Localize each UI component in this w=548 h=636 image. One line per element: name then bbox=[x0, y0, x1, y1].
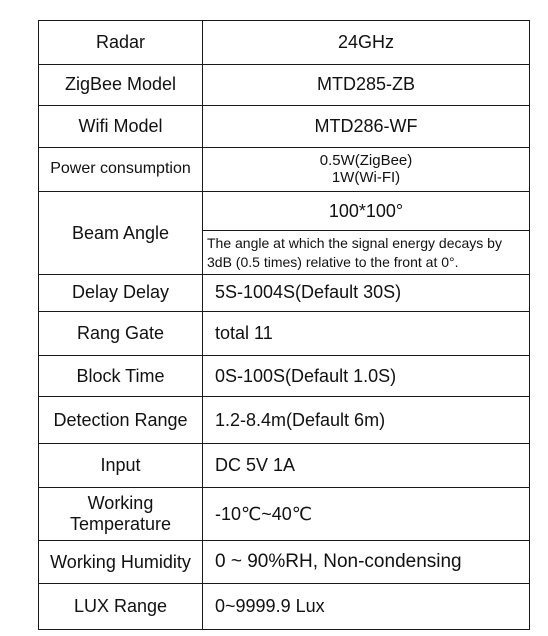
spec-row-rang-gate bbox=[39, 311, 530, 356]
spec-value: 5S-1004S(Default 30S) bbox=[203, 274, 530, 311]
spec-row-lux-range bbox=[39, 584, 530, 630]
spec-label: Detection Range bbox=[39, 397, 203, 444]
spec-value: 0 ~ 90%RH, Non-condensing bbox=[203, 541, 530, 584]
spec-value: MTD286-WF bbox=[203, 105, 530, 147]
spec-label bbox=[39, 488, 203, 541]
spec-value: total 11 bbox=[203, 311, 530, 356]
spec-value bbox=[203, 147, 530, 192]
spec-value: 100*100° bbox=[203, 192, 530, 231]
spec-row-wifi-model bbox=[39, 105, 530, 147]
spec-label: Input bbox=[39, 444, 203, 488]
spec-value: -10℃~40℃ bbox=[203, 488, 530, 541]
spec-note: The angle at which the signal energy decays by 3dB (0.5 times) relative to the front at 0°. bbox=[203, 231, 530, 275]
spec-row-zigbee-model bbox=[39, 64, 530, 105]
spec-label: Working Humidity bbox=[39, 541, 203, 584]
spec-row-working-humidity bbox=[39, 541, 530, 584]
spec-label: ZigBee Model bbox=[39, 64, 203, 105]
spec-label-line: Working bbox=[87, 493, 154, 514]
spec-label: Delay Delay bbox=[39, 274, 203, 311]
spec-value: 24GHz bbox=[203, 21, 530, 65]
spec-table bbox=[38, 20, 530, 630]
spec-row-delay bbox=[39, 274, 530, 311]
spec-value: 0S-100S(Default 1.0S) bbox=[203, 356, 530, 397]
spec-label-line: Temperature bbox=[69, 514, 172, 535]
spec-value-line: 1W(Wi-FI) bbox=[331, 169, 401, 187]
spec-label: Beam Angle bbox=[39, 192, 203, 274]
spec-label: LUX Range bbox=[39, 584, 203, 630]
spec-value: MTD285-ZB bbox=[203, 64, 530, 105]
spec-value: 1.2-8.4m(Default 6m) bbox=[203, 397, 530, 444]
spec-value: 0~9999.9 Lux bbox=[203, 584, 530, 630]
spec-row-beam-angle bbox=[39, 192, 530, 231]
spec-row-input bbox=[39, 444, 530, 488]
spec-value-line: 0.5W(ZigBee) bbox=[319, 152, 413, 170]
spec-value: DC 5V 1A bbox=[203, 444, 530, 488]
spec-row-radar bbox=[39, 21, 530, 65]
spec-label: Block Time bbox=[39, 356, 203, 397]
spec-row-detection-range bbox=[39, 397, 530, 444]
spec-label: Wifi Model bbox=[39, 105, 203, 147]
spec-row-power-consumption bbox=[39, 147, 530, 192]
spec-label: Rang Gate bbox=[39, 311, 203, 356]
spec-row-working-temperature bbox=[39, 488, 530, 541]
spec-label: Radar bbox=[39, 21, 203, 65]
spec-label: Power consumption bbox=[39, 147, 203, 192]
spec-row-block-time bbox=[39, 356, 530, 397]
